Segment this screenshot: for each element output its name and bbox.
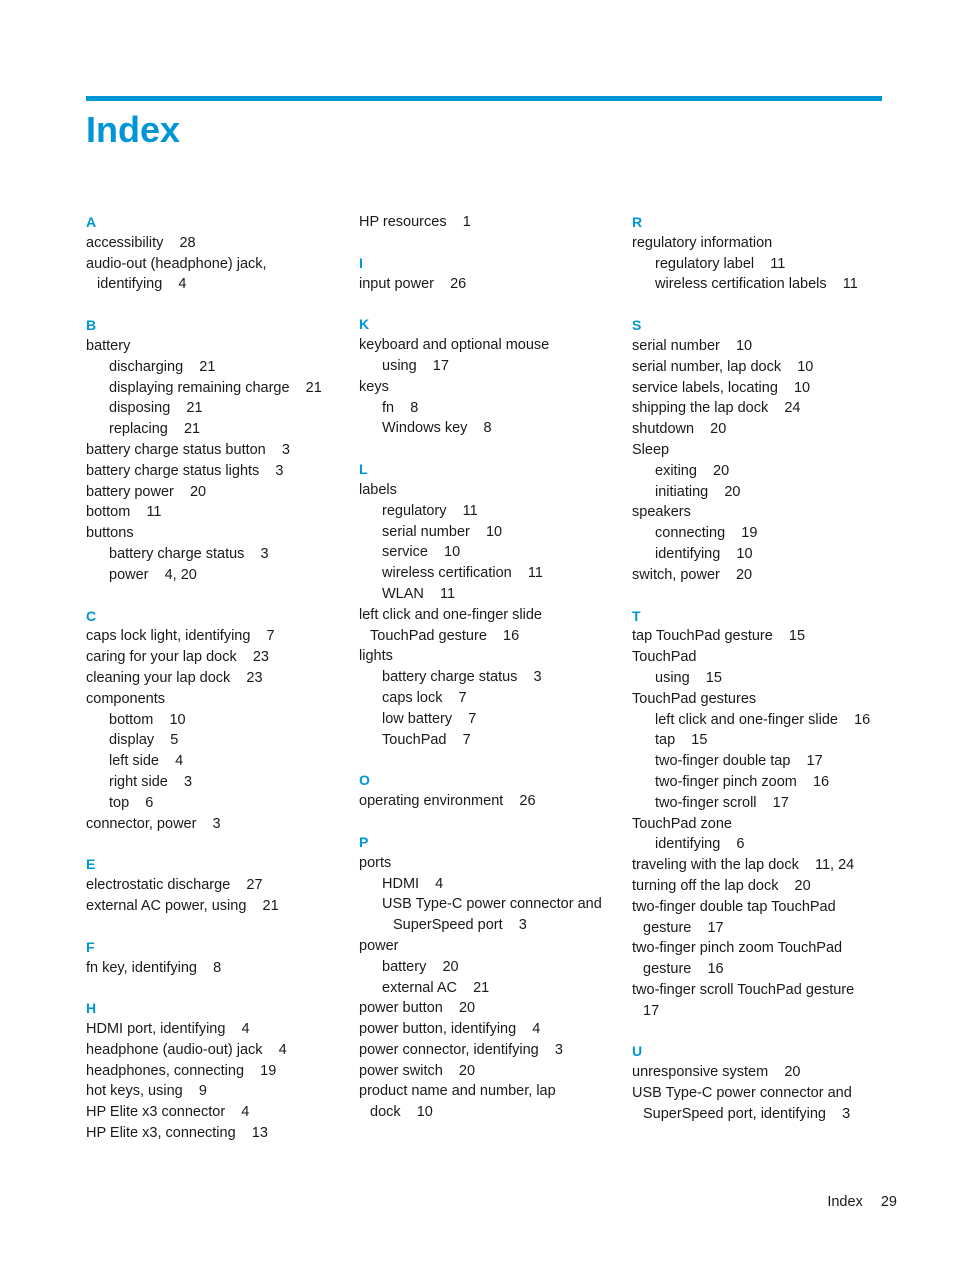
index-entry: battery power 20: [86, 483, 207, 500]
index-letter-heading: K: [359, 316, 370, 333]
index-entry: 17: [643, 1002, 660, 1019]
index-entry: battery charge status lights 3: [86, 462, 284, 479]
index-entry: Sleep: [632, 441, 670, 458]
index-subentry: HDMI 4: [382, 875, 444, 892]
index-letter-heading: P: [359, 833, 369, 850]
index-entry: serial number 10: [632, 337, 753, 354]
index-subentry: bottom 10: [109, 711, 186, 728]
footer-label: Index: [827, 1194, 863, 1210]
index-subentry: identifying 10: [655, 545, 753, 562]
section-gap: [86, 834, 348, 854]
index-subentry: identifying 6: [655, 836, 745, 853]
section-gap: [632, 586, 902, 606]
section-gap: [632, 1021, 902, 1041]
index-entry: SuperSpeed port, identifying 3: [643, 1105, 851, 1122]
index-entry: unresponsive system 20: [632, 1064, 801, 1081]
index-entry: two-finger pinch zoom TouchPad: [632, 940, 843, 957]
index-entry: audio-out (headphone) jack,: [86, 255, 267, 272]
index-subentry: discharging 21: [109, 358, 216, 375]
index-letter-heading: L: [359, 461, 368, 478]
index-entry: two-finger double tap TouchPad: [632, 898, 836, 915]
index-entry: power switch 20: [359, 1062, 476, 1079]
index-entry: left click and one-finger slide: [359, 606, 542, 623]
index-subentry: two-finger scroll 17: [655, 794, 789, 811]
index-letter-heading: O: [359, 772, 370, 789]
index-entry: TouchPad: [632, 649, 697, 666]
index-entry: bottom 11: [86, 504, 162, 521]
index-entry: accessibility 28: [86, 234, 196, 251]
section-gap: [359, 812, 621, 832]
index-entry: TouchPad gesture 16: [370, 627, 520, 644]
index-entry: input power 26: [359, 275, 467, 292]
page-footer: [827, 1192, 897, 1212]
index-entry: electrostatic discharge 27: [86, 877, 263, 894]
index-entry: two-finger scroll TouchPad gesture: [632, 981, 855, 998]
index-entry: caring for your lap dock 23: [86, 649, 269, 666]
index-entry: keys: [359, 378, 389, 395]
index-subentry: top 6: [109, 794, 154, 811]
index-entry: power: [359, 937, 399, 954]
index-entry: speakers: [632, 504, 691, 521]
section-gap: [86, 295, 348, 315]
index-entry: operating environment 26: [359, 793, 536, 810]
index-entry: USB Type-C power connector and: [632, 1085, 852, 1102]
index-column-1: [86, 212, 348, 1144]
index-subentry: two-finger double tap 17: [655, 753, 823, 770]
index-entry: identifying 4: [97, 276, 187, 293]
index-subentry: WLAN 11: [382, 585, 456, 602]
index-subentry: displaying remaining charge 21: [109, 379, 322, 396]
index-entry: headphones, connecting 19: [86, 1062, 277, 1079]
index-entry: hot keys, using 9: [86, 1083, 207, 1100]
index-subentry: display 5: [109, 732, 179, 749]
index-entry: connector, power 3: [86, 815, 221, 832]
index-subentry: service 10: [382, 544, 461, 561]
index-subentry: battery 20: [382, 958, 459, 975]
index-subentry: left click and one-finger slide 16: [655, 711, 871, 728]
index-entry: turning off the lap dock 20: [632, 877, 811, 894]
index-letter-heading: I: [359, 254, 363, 271]
index-entry: gesture 16: [643, 961, 724, 978]
index-subentry: connecting 19: [655, 525, 758, 542]
section-gap: [359, 750, 621, 770]
index-entry: fn key, identifying 8: [86, 959, 222, 976]
index-subentry: initiating 20: [655, 483, 741, 500]
index-entry: shipping the lap dock 24: [632, 400, 801, 417]
index-entry: switch, power 20: [632, 566, 753, 583]
index-entry: HP Elite x3, connecting 13: [86, 1125, 268, 1142]
index-entry: tap TouchPad gesture 15: [632, 628, 806, 645]
section-gap: [86, 917, 348, 937]
section-gap: [86, 586, 348, 606]
index-entry: product name and number, lap: [359, 1083, 556, 1100]
page-number: 29: [880, 1194, 897, 1210]
section-gap: [632, 295, 902, 315]
index-entry: shutdown 20: [632, 421, 727, 438]
section-gap: [359, 233, 621, 253]
index-entry: HP Elite x3 connector 4: [86, 1104, 250, 1121]
index-letter-heading: S: [632, 317, 642, 334]
index-subentry: power 4, 20: [109, 566, 197, 583]
header-rule: [86, 96, 882, 101]
index-entry: power button, identifying 4: [359, 1021, 541, 1038]
index-subentry: regulatory 11: [382, 502, 478, 519]
index-entry: gesture 17: [643, 919, 724, 936]
section-gap: [86, 978, 348, 998]
index-entry: HDMI port, identifying 4: [86, 1021, 250, 1038]
index-entry: components: [86, 690, 165, 707]
index-subentry: external AC 21: [382, 979, 490, 996]
section-gap: [359, 439, 621, 459]
index-subentry: two-finger pinch zoom 16: [655, 773, 830, 790]
index-subentry: regulatory label 11: [655, 255, 786, 272]
index-entry: battery charge status button 3: [86, 441, 290, 458]
index-column-2: [359, 212, 621, 1123]
index-subentry: Windows key 8: [382, 420, 492, 437]
index-letter-heading: A: [86, 214, 97, 230]
page-title: Index: [86, 109, 181, 150]
index-letter-heading: B: [86, 317, 97, 334]
index-entry: headphone (audio-out) jack 4: [86, 1041, 287, 1058]
index-subentry: using 15: [655, 669, 722, 686]
index-letter-heading: R: [632, 214, 643, 230]
index-subentry: serial number 10: [382, 523, 503, 540]
index-entry: battery: [86, 337, 131, 354]
index-entry: buttons: [86, 525, 134, 542]
section-gap: [359, 294, 621, 314]
index-entry: serial number, lap dock 10: [632, 358, 814, 375]
index-subentry: left side 4: [109, 753, 184, 770]
index-subentry: fn 8: [382, 399, 419, 416]
index-entry: labels: [359, 481, 397, 498]
index-subentry: right side 3: [109, 773, 193, 790]
index-subentry: TouchPad 7: [382, 731, 471, 748]
index-subentry: USB Type-C power connector and: [382, 896, 602, 913]
index-subentry: wireless certification 11: [382, 565, 543, 582]
index-letter-heading: C: [86, 607, 97, 624]
index-letter-heading: F: [86, 938, 95, 955]
index-letter-heading: T: [632, 607, 641, 624]
index-subentry: tap 15: [655, 732, 708, 749]
index-letter-heading: H: [86, 1000, 97, 1017]
index-subentry: battery charge status 3: [382, 669, 542, 686]
index-entry: power connector, identifying 3: [359, 1041, 563, 1058]
index-column-3: [632, 212, 902, 1125]
index-subentry: wireless certification labels 11: [655, 276, 858, 293]
index-subentry: exiting 20: [655, 462, 730, 479]
index-entry: SuperSpeed port 3: [393, 917, 527, 934]
index-letter-heading: E: [86, 856, 96, 873]
index-entry: TouchPad zone: [632, 815, 732, 832]
index-subentry: using 17: [382, 357, 449, 374]
index-entry: ports: [359, 854, 392, 871]
index-subentry: disposing 21: [109, 400, 203, 417]
index-entry: caps lock light, identifying 7: [86, 628, 275, 645]
index-entry: dock 10: [370, 1104, 433, 1121]
index-entry: traveling with the lap dock 11, 24: [632, 857, 855, 874]
index-entry: TouchPad gestures: [632, 690, 757, 707]
index-entry: lights: [359, 648, 393, 665]
index-entry: service labels, locating 10: [632, 379, 811, 396]
index-entry: keyboard and optional mouse: [359, 337, 550, 354]
index-entry: power button 20: [359, 1000, 476, 1017]
index-entry: regulatory information: [632, 234, 773, 251]
index-subentry: caps lock 7: [382, 689, 467, 706]
index-entry: cleaning your lap dock 23: [86, 669, 263, 686]
index-entry: external AC power, using 21: [86, 897, 279, 914]
index-letter-heading: U: [632, 1043, 643, 1060]
index-subentry: battery charge status 3: [109, 545, 269, 562]
index-entry: HP resources 1: [359, 214, 471, 230]
index-subentry: replacing 21: [109, 421, 201, 438]
index-subentry: low battery 7: [382, 710, 477, 727]
